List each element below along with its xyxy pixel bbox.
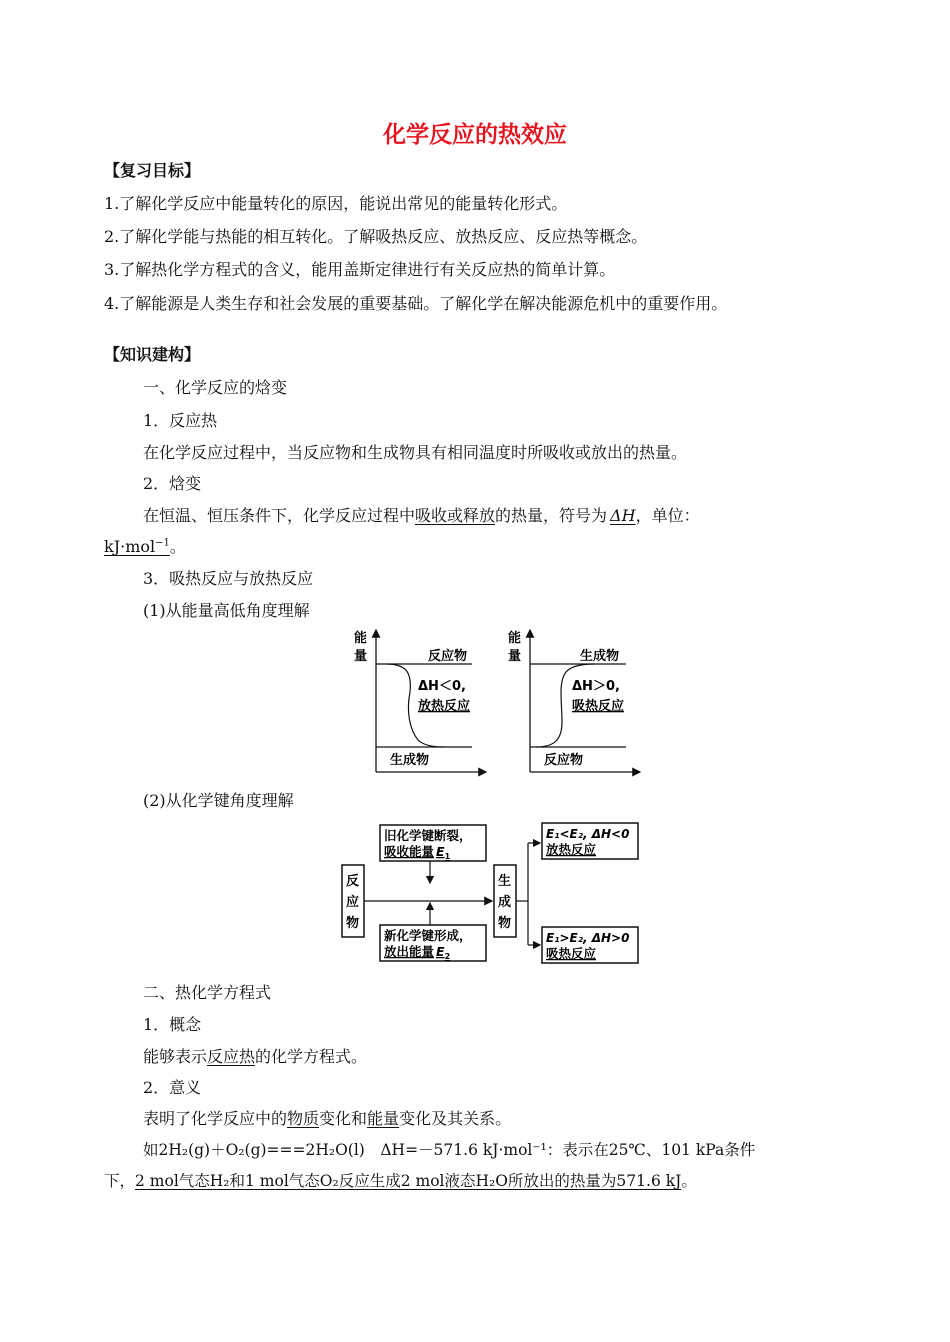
subsection-heading: 3．吸热反应与放热反应 [143, 569, 314, 588]
answer-blank: kJ·mol$^{-1}$ [104, 537, 170, 556]
review-item: 4.了解能源是人类生存和社会发展的重要基础。了解化学在解决能源危机中的重要作用。 [104, 294, 728, 313]
products-label: 生成物 [580, 649, 620, 664]
subsection-heading: 1．概念 [143, 1015, 202, 1034]
svg-text:生: 生 [498, 874, 512, 889]
page-title: 化学反应的热效应 [383, 122, 567, 148]
reactants-label: 反应物 [544, 753, 584, 768]
y-axis-label: 能 [354, 631, 368, 646]
svg-text:旧化学键断裂，: 旧化学键断裂， [384, 828, 472, 843]
example-line: 如2H₂(g)＋O₂(g)===2H₂O(l) ΔH=－571.6 kJ·mol⁻¹：表示在25℃、101 kPa条件 [143, 1141, 756, 1159]
delta-h-label: ΔH＜0, [418, 679, 466, 694]
delta-h-label: ΔH＞0, [572, 679, 620, 694]
y-axis-label: 量 [508, 649, 522, 664]
example-line: 下，2 mol气态H₂和1 mol气态O₂反应生成2 mol液态H₂O所放出的热量为571.6 kJ。 [104, 1172, 697, 1190]
section-heading: 二、热化学方程式 [143, 983, 272, 1002]
answer-blank: 物质 [287, 1109, 320, 1128]
svg-text:新化学键形成，: 新化学键形成， [384, 928, 472, 943]
svg-text:吸热反应: 吸热反应 [546, 946, 597, 961]
paragraph: 表明了化学反应中的物质变化和能量变化及其关系。 [143, 1109, 512, 1128]
subsection-item: (2)从化学键角度理解 [143, 791, 294, 810]
svg-text:放热反应: 放热反应 [546, 842, 597, 857]
paragraph: 在恒温、恒压条件下，化学反应过程中吸收或释放的热量，符号为 ΔH，单位： [143, 506, 700, 525]
paragraph: 在化学反应过程中，当反应物和生成物具有相同温度时所吸收或放出的热量。 [143, 443, 688, 462]
subsection-heading: 2．意义 [143, 1078, 202, 1097]
svg-text:吸收能量E1: 吸收能量 $E_1$ [384, 844, 451, 861]
endothermic-diagram [508, 630, 640, 772]
energy-level-diagrams [340, 622, 660, 782]
svg-text:物: 物 [498, 916, 512, 931]
products-label: 生成物 [390, 753, 430, 768]
svg-text:E₁<E₂, ΔH<0: E₁<E₂, ΔH<0 [546, 827, 630, 841]
answer-blank: ΔH [610, 506, 636, 525]
subsection-heading: 1．反应热 [143, 411, 218, 430]
review-item: 3.了解热化学方程式的含义，能用盖斯定律进行有关反应热的简单计算。 [104, 260, 616, 279]
paragraph: 能够表示反应热的化学方程式。 [143, 1047, 368, 1066]
subsection-heading: 2．焓变 [143, 474, 202, 493]
reaction-type-label: 放热反应 [418, 699, 471, 714]
reactants-label: 反应物 [428, 649, 468, 664]
paragraph: kJ·mol$^{-1}$。 [104, 537, 186, 556]
svg-text:放出能量E2: 放出能量 $E_2$ [384, 944, 451, 961]
answer-blank: 2 mol气态H₂和1 mol气态O₂反应生成2 mol液态H₂O所放出的热量为571.6 kJ [135, 1172, 682, 1190]
svg-text:应: 应 [346, 895, 360, 910]
review-heading: 【复习目标】 [104, 161, 201, 180]
bond-energy-flowchart [336, 815, 646, 970]
answer-blank: 反应热 [207, 1047, 256, 1066]
svg-text:反: 反 [346, 874, 360, 889]
knowledge-heading: 【知识建构】 [104, 345, 201, 364]
answer-blank: 能量 [367, 1109, 400, 1128]
subsection-item: (1)从能量高低角度理解 [143, 601, 310, 620]
svg-text:成: 成 [498, 895, 512, 910]
y-axis-label: 能 [508, 631, 522, 646]
section-heading: 一、化学反应的焓变 [143, 378, 288, 397]
exothermic-diagram [354, 630, 486, 772]
y-axis-label: 量 [354, 649, 368, 664]
svg-text:E₁>E₂, ΔH>0: E₁>E₂, ΔH>0 [546, 931, 630, 945]
reaction-type-label: 吸热反应 [572, 699, 625, 714]
review-item: 2.了解化学能与热能的相互转化。了解吸热反应、放热反应、反应热等概念。 [104, 227, 648, 246]
answer-blank: 吸收或释放 [415, 506, 496, 525]
svg-text:物: 物 [346, 916, 360, 931]
review-item: 1.了解化学反应中能量转化的原因，能说出常见的能量转化形式。 [104, 194, 568, 213]
